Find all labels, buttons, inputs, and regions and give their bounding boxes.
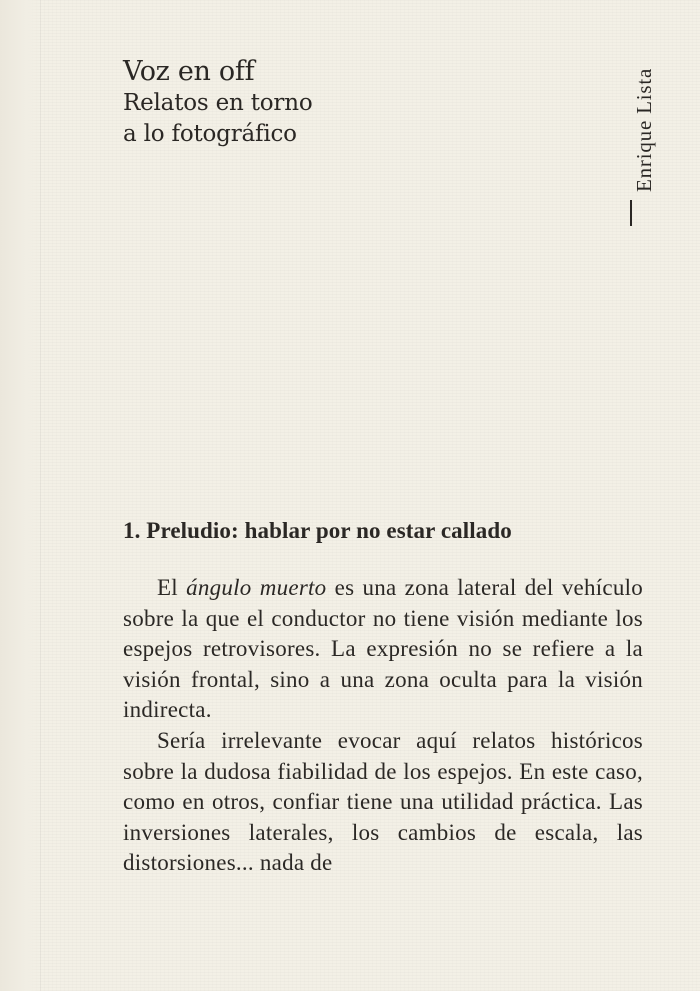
author-block — [614, 50, 656, 230]
section-heading: 1. Preludio: hablar por no estar callado — [123, 518, 512, 543]
author-dash — [630, 200, 632, 226]
paragraph-2: Sería irrelevante evocar aquí relatos históricos sobre la dudosa fiabilidad de los espejos. En este caso, como en otros, confiar tiene una utilidad práctica. Las inversiones laterales, los cambios de escala, las distorsiones... nada de — [123, 727, 643, 876]
page-edge-shadow — [0, 0, 44, 991]
paragraph-1 — [123, 573, 643, 726]
paragraph-1-rest: es una zona lateral del vehículo sobre la que el conductor no tiene visión mediante los espejos retrovisores. La expresión no se refiere a la visión frontal, sino a una zona oculta para la visión indirecta. — [123, 575, 643, 723]
book-subtitle: Relatos en torno a lo fotográfico — [123, 90, 313, 147]
paragraph-1-start: El — [157, 575, 187, 600]
author-name: Enrique Lista — [632, 67, 656, 192]
title-block — [123, 56, 543, 150]
paragraph-1-italic-term: ángulo muerto — [186, 575, 327, 600]
page-edge-line — [40, 0, 41, 991]
chapter-section — [123, 513, 643, 879]
book-title: Voz en off — [123, 56, 255, 87]
